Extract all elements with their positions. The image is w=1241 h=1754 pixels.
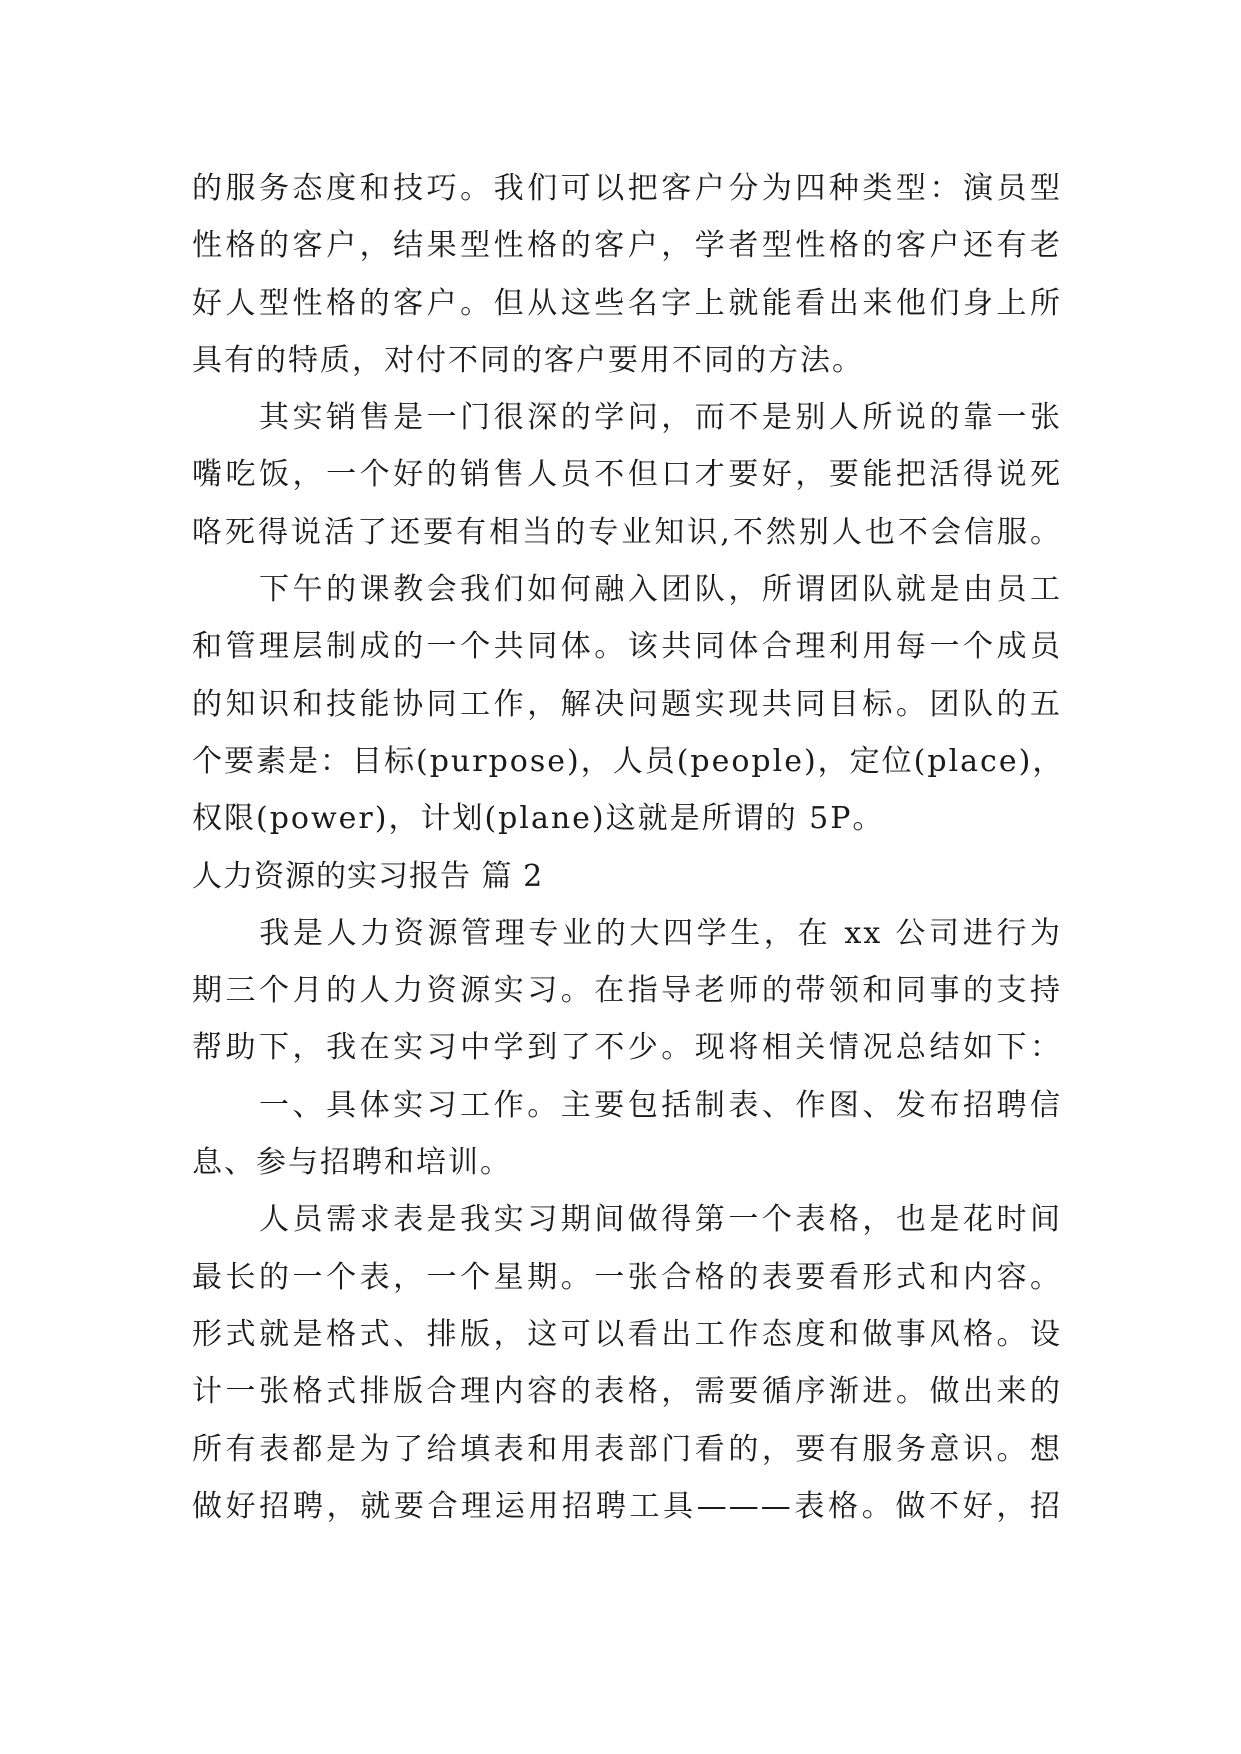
text-line: 所有表都是为了给填表和用表部门看的，要有服务意识。想	[192, 1431, 1062, 1467]
text-line: 最长的一个表，一个星期。一张合格的表要看形式和内容。	[192, 1259, 1062, 1295]
text-line: 一、具体实习工作。主要包括制表、作图、发布招聘信	[192, 1087, 1062, 1123]
section-heading: 人力资源的实习报告 篇 2	[192, 858, 544, 894]
text-line: 计一张格式排版合理内容的表格，需要循序渐进。做出来的	[192, 1374, 1062, 1410]
text-line: 做好招聘，就要合理运用招聘工具———表格。做不好，招	[192, 1488, 1062, 1524]
text-line: 形式就是格式、排版，这可以看出工作态度和做事风格。设	[192, 1316, 1062, 1352]
text-line: 息、参与招聘和培训。	[192, 1145, 512, 1181]
text-line: 咯死得说活了还要有相当的专业知识,不然别人也不会信服。	[192, 514, 1062, 550]
text-line: 好人型性格的客户。但从这些名字上就能看出来他们身上所	[192, 285, 1062, 321]
text-line: 下午的课教会我们如何融入团队，所谓团队就是由员工	[192, 572, 1062, 608]
text-line: 我是人力资源管理专业的大四学生，在 xx 公司进行为	[192, 915, 1062, 951]
text-line: 个要素是：目标(purpose)，人员(people)，定位(place)，	[192, 743, 1065, 779]
text-line: 权限(power)，计划(plane)这就是所谓的 5P。	[192, 801, 885, 837]
text-line: 和管理层制成的一个共同体。该共同体合理利用每一个成员	[192, 629, 1062, 665]
text-line: 性格的客户，结果型性格的客户，学者型性格的客户还有老	[192, 228, 1062, 264]
text-line: 嘴吃饭，一个好的销售人员不但口才要好，要能把活得说死	[192, 457, 1062, 493]
text-line: 帮助下，我在实习中学到了不少。现将相关情况总结如下：	[192, 1030, 1062, 1066]
document-page	[192, 160, 1065, 1535]
text-line: 人员需求表是我实习期间做得第一个表格，也是花时间	[192, 1202, 1062, 1238]
text-line: 的知识和技能协同工作，解决问题实现共同目标。团队的五	[192, 686, 1062, 722]
text-line: 的服务态度和技巧。我们可以把客户分为四种类型：演员型	[192, 171, 1062, 206]
text-line: 其实销售是一门很深的学问，而不是别人所说的靠一张	[192, 400, 1062, 436]
text-line: 期三个月的人力资源实习。在指导老师的带领和同事的支持	[192, 973, 1062, 1009]
text-line: 具有的特质，对付不同的客户要用不同的方法。	[192, 342, 864, 378]
